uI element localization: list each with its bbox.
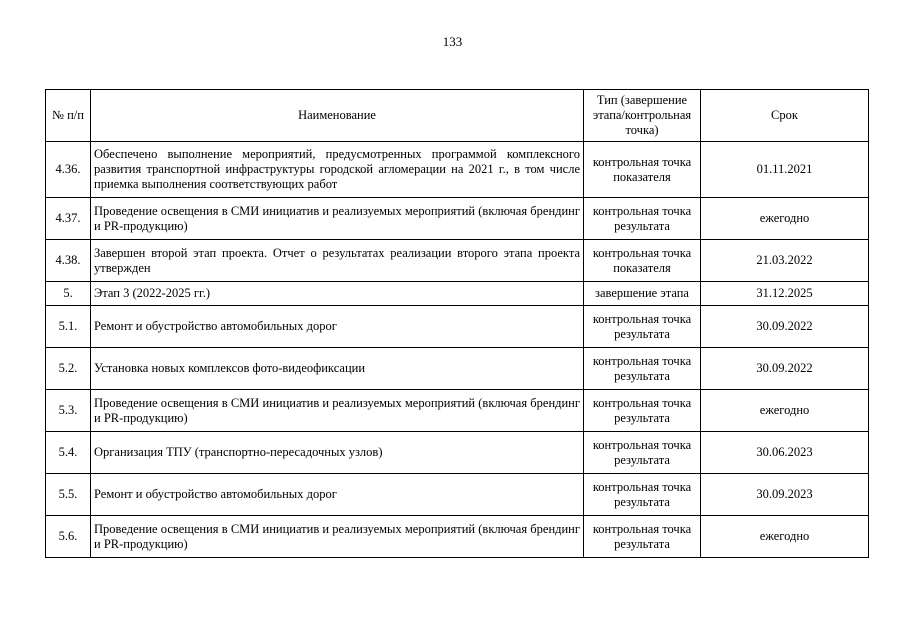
row-type: контрольная точка показателя xyxy=(584,240,701,282)
table-row xyxy=(46,390,869,432)
row-name: Этап 3 (2022-2025 гг.) xyxy=(91,282,584,306)
row-num: 4.36. xyxy=(46,142,91,198)
row-name: Ремонт и обустройство автомобильных дорог xyxy=(91,306,584,348)
row-name: Проведение освещения в СМИ инициатив и реализуемых мероприятий (включая брендинг и PR-продукцию) xyxy=(91,390,584,432)
row-date: 21.03.2022 xyxy=(701,240,869,282)
header-date: Срок xyxy=(701,90,869,142)
row-type: контрольная точка результата xyxy=(584,390,701,432)
table-row xyxy=(46,240,869,282)
row-name: Завершен второй этап проекта. Отчет о результатах реализации второго этапа проекта утвержден xyxy=(91,240,584,282)
table-row xyxy=(46,432,869,474)
row-type: завершение этапа xyxy=(584,282,701,306)
table-header-row xyxy=(46,90,869,142)
header-name: Наименование xyxy=(91,90,584,142)
row-type: контрольная точка результата xyxy=(584,306,701,348)
row-name: Ремонт и обустройство автомобильных дорог xyxy=(91,474,584,516)
row-date: 30.09.2023 xyxy=(701,474,869,516)
table-row xyxy=(46,282,869,306)
row-num: 5.1. xyxy=(46,306,91,348)
page-number: 133 xyxy=(442,34,463,49)
row-name: Организация ТПУ (транспортно-пересадочных узлов) xyxy=(91,432,584,474)
row-date: ежегодно xyxy=(701,390,869,432)
row-num: 5.3. xyxy=(46,390,91,432)
row-num: 4.38. xyxy=(46,240,91,282)
row-num: 5.5. xyxy=(46,474,91,516)
row-date: 01.11.2021 xyxy=(701,142,869,198)
row-date: 30.06.2023 xyxy=(701,432,869,474)
row-num: 4.37. xyxy=(46,198,91,240)
row-type: контрольная точка результата xyxy=(584,474,701,516)
row-num: 5. xyxy=(46,282,91,306)
row-name: Проведение освещения в СМИ инициатив и реализуемых мероприятий (включая брендинг и PR-продукцию) xyxy=(91,516,584,558)
row-num: 5.2. xyxy=(46,348,91,390)
row-num: 5.4. xyxy=(46,432,91,474)
table-row xyxy=(46,474,869,516)
table-row xyxy=(46,198,869,240)
header-num: № п/п xyxy=(46,90,91,142)
row-type: контрольная точка результата xyxy=(584,516,701,558)
table-row xyxy=(46,306,869,348)
row-num: 5.6. xyxy=(46,516,91,558)
header-type: Тип (завершение этапа/контрольная точка) xyxy=(584,90,701,142)
row-type: контрольная точка результата xyxy=(584,198,701,240)
row-type: контрольная точка результата xyxy=(584,348,701,390)
milestone-table xyxy=(45,89,869,558)
row-date: 30.09.2022 xyxy=(701,348,869,390)
row-name: Проведение освещения в СМИ инициатив и реализуемых мероприятий (включая брендинг и PR-продукцию) xyxy=(91,198,584,240)
row-date: 30.09.2022 xyxy=(701,306,869,348)
row-name: Обеспечено выполнение мероприятий, предусмотренных программой комплексного развития транспортной инфраструктуры городской агломерации на 2021 г., в том числе приемка выполнения соответствующих работ xyxy=(91,142,584,198)
table-row xyxy=(46,142,869,198)
row-type: контрольная точка показателя xyxy=(584,142,701,198)
row-name: Установка новых комплексов фото-видеофиксации xyxy=(91,348,584,390)
row-date: 31.12.2025 xyxy=(701,282,869,306)
row-date: ежегодно xyxy=(701,198,869,240)
row-type: контрольная точка результата xyxy=(584,432,701,474)
table-row xyxy=(46,348,869,390)
table-row xyxy=(46,516,869,558)
row-date: ежегодно xyxy=(701,516,869,558)
